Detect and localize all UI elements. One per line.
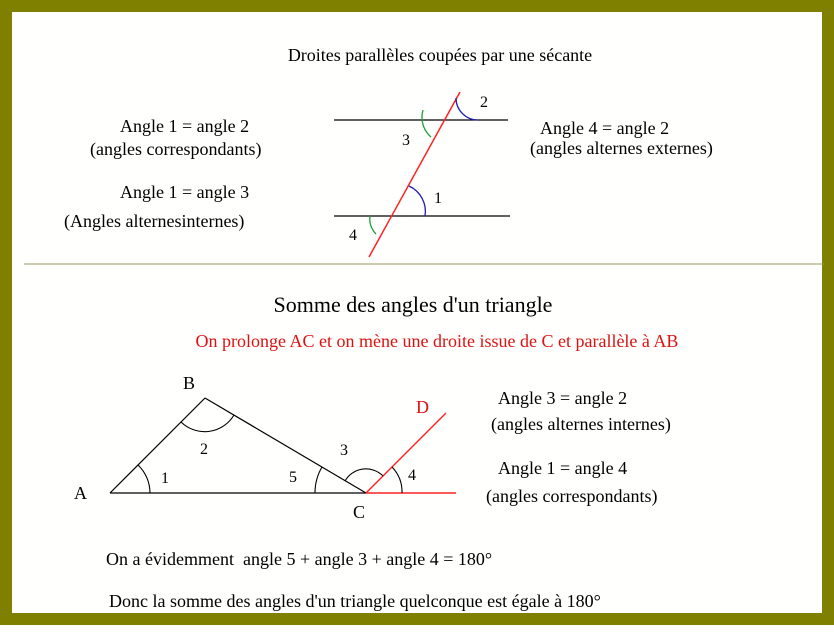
top-rule1-line2: (angles correspondants)	[90, 139, 262, 159]
triangle-angle-1-arc	[138, 465, 150, 493]
parallel-line-cd	[366, 413, 446, 493]
conclusion-text: Donc la somme des angles d'un triangle quelconque est égale à 180°	[109, 591, 601, 611]
top-angle-label-3: 3	[402, 132, 410, 149]
triangle-angle-label-2: 2	[200, 441, 208, 458]
top-title: Droites parallèles coupées par une sécante	[287, 45, 593, 65]
triangle-angle-label-4: 4	[408, 467, 416, 484]
bottom-rule1-line1: Angle 3 = angle 2	[498, 388, 628, 408]
angle-4-arc	[370, 216, 376, 234]
angle-2-arc	[456, 98, 478, 120]
vertex-label-b: B	[183, 373, 196, 393]
top-rule3-line2: (angles alternes externes)	[530, 138, 713, 158]
bottom-rule2-line2: (angles correspondants)	[486, 486, 658, 506]
bottom-title: Somme des angles d'un triangle	[273, 292, 553, 317]
point-label-d: D	[416, 397, 429, 417]
side-ab	[110, 398, 205, 493]
top-angle-label-1: 1	[434, 190, 442, 207]
triangle-angle-label-1: 1	[161, 470, 169, 487]
angle-1-arc	[409, 186, 425, 216]
triangle-angle-3-arc	[345, 469, 383, 481]
angle-3-arc	[422, 110, 431, 137]
top-angle-label-4: 4	[349, 227, 357, 244]
triangle-angle-4-arc	[392, 467, 402, 493]
top-angle-label-2: 2	[480, 94, 488, 111]
equation-text: On a évidemment angle 5 + angle 3 + angle 4 = 180°	[106, 549, 493, 569]
bottom-rule1-line2: (angles alternes internes)	[491, 414, 671, 434]
vertex-label-a: A	[74, 483, 87, 503]
triangle-angle-label-5: 5	[289, 469, 297, 486]
bottom-rule2-line1: Angle 1 = angle 4	[498, 458, 628, 478]
triangle-angle-5-arc	[315, 467, 322, 493]
top-rule2-line2: (Angles alternesinternes)	[64, 211, 245, 231]
top-rule3-line1: Angle 4 = angle 2	[540, 118, 670, 138]
transversal-line	[369, 92, 460, 257]
vertex-label-c: C	[353, 502, 366, 522]
bottom-subtitle: On prolonge AC et on mène une droite issue de C et parallèle à AB	[195, 331, 679, 351]
geometry-diagram	[12, 12, 834, 637]
top-rule1-line1: Angle 1 = angle 2	[120, 116, 250, 136]
triangle-angle-label-3: 3	[340, 442, 348, 459]
top-rule2-line1: Angle 1 = angle 3	[120, 182, 250, 202]
triangle-angle-2-arc	[181, 415, 234, 432]
